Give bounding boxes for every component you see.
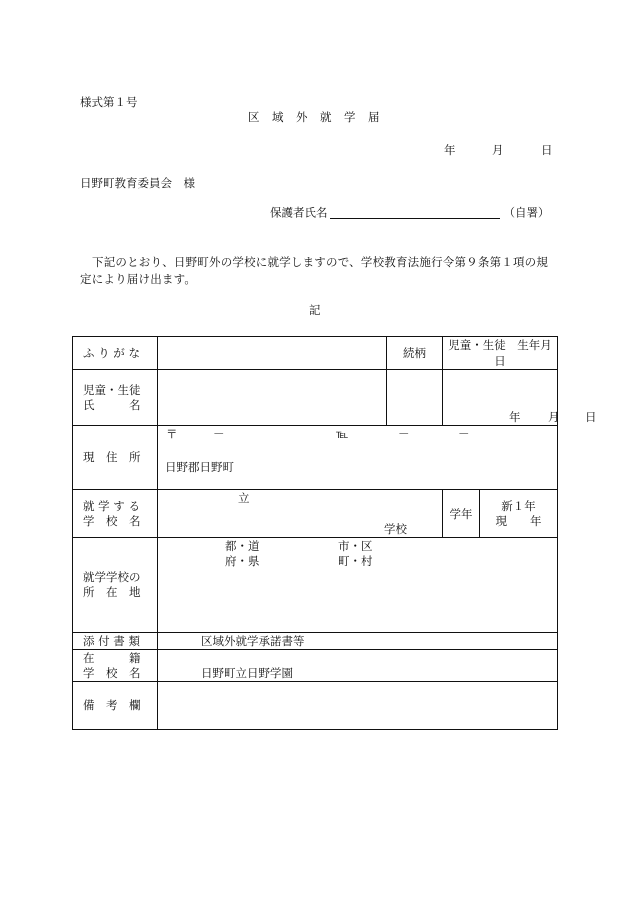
cho-son-label: 町・村 [338,554,373,568]
furigana-field[interactable] [158,337,387,370]
student-name-label-1: 児童・生徒 [83,382,141,397]
school-label-cell [73,490,158,538]
guardian-name-line [270,207,550,219]
relation-label: 続柄 [387,337,443,370]
enrolled-label-cell [73,650,158,682]
location-label-cell [73,538,158,633]
tel-dash-1: － [398,427,410,441]
attach-label-cell [73,633,158,650]
remarks-label-cell [73,682,158,730]
tel-mark: ℡ [336,427,349,441]
address-label: 現 住 所 [83,450,141,464]
date-month-label: 月 [492,143,504,157]
guardian-sign-note: （自署） [503,205,550,220]
date-year-label: 年 [444,143,456,157]
enrolled-label-1: 在 籍 [83,650,141,665]
remarks-label: 備 考 欄 [83,698,141,712]
dob-label: 児童・生徒 生年月日 [443,337,558,370]
fu-ken-label: 府・県 [225,554,260,568]
address-value: 日野郡日野町 [165,460,234,474]
shi-ku-label: 市・区 [338,539,373,553]
dob-field[interactable] [443,370,597,426]
tel-dash-2: － [458,427,470,441]
furigana-label-cell [73,337,158,370]
ki-heading: 記 [309,303,321,317]
gakko-label: 学校 [384,522,407,536]
to-do-label: 都・道 [225,539,260,553]
dob-month-label: 月 [548,410,560,424]
school-label-1: 就 学 す る [83,498,140,513]
attach-field[interactable] [158,633,558,650]
relation-field[interactable] [387,370,443,426]
address-label-cell [73,426,158,490]
school-name-field[interactable] [158,490,443,538]
grade-new: 新１年 [501,498,536,513]
remarks-field[interactable] [158,682,558,730]
school-label-2: 学 校 名 [83,513,141,528]
body-text: 下記のとおり、日野町外の学校に就学しますので、学校教育法施行令第９条第１項の規定により届け出ます。 [80,255,549,286]
student-name-label-cell [73,370,158,426]
postal-mark: 〒 [166,427,178,441]
location-label-1: 就学学校の [83,570,141,584]
addressee: 日野町教育委員会 様 [80,176,195,190]
enrolled-label-2: 学 校 名 [83,665,141,680]
grade-field[interactable] [480,490,558,538]
student-name-label-2: 氏 名 [83,397,141,412]
attach-label: 添 付 書 類 [83,633,140,648]
dob-year-label: 年 [509,410,521,424]
guardian-signature-field[interactable] [330,207,500,219]
dob-day-label: 日 [585,410,597,424]
address-field[interactable] [158,426,558,490]
location-label-2: 所 在 地 [83,585,141,599]
enrolled-value: 日野町立日野学園 [201,666,293,680]
grade-label: 学年 [443,490,480,538]
application-form-table [72,336,597,730]
document-title: 区 域 外 就 学 届 [248,110,380,124]
date-day-label: 日 [541,143,553,157]
guardian-name-label: 保護者氏名 [270,205,328,220]
furigana-label: ふ り が な [83,345,140,360]
form-number: 様式第１号 [80,95,138,109]
ritsu-label: 立 [238,491,250,505]
enrolled-field[interactable] [158,650,558,682]
location-field[interactable] [158,538,558,633]
postal-dash: － [213,427,225,441]
student-name-field[interactable] [158,370,387,426]
attach-value: 区域外就学承諾書等 [201,634,305,648]
grade-current: 現 年 [495,513,542,528]
